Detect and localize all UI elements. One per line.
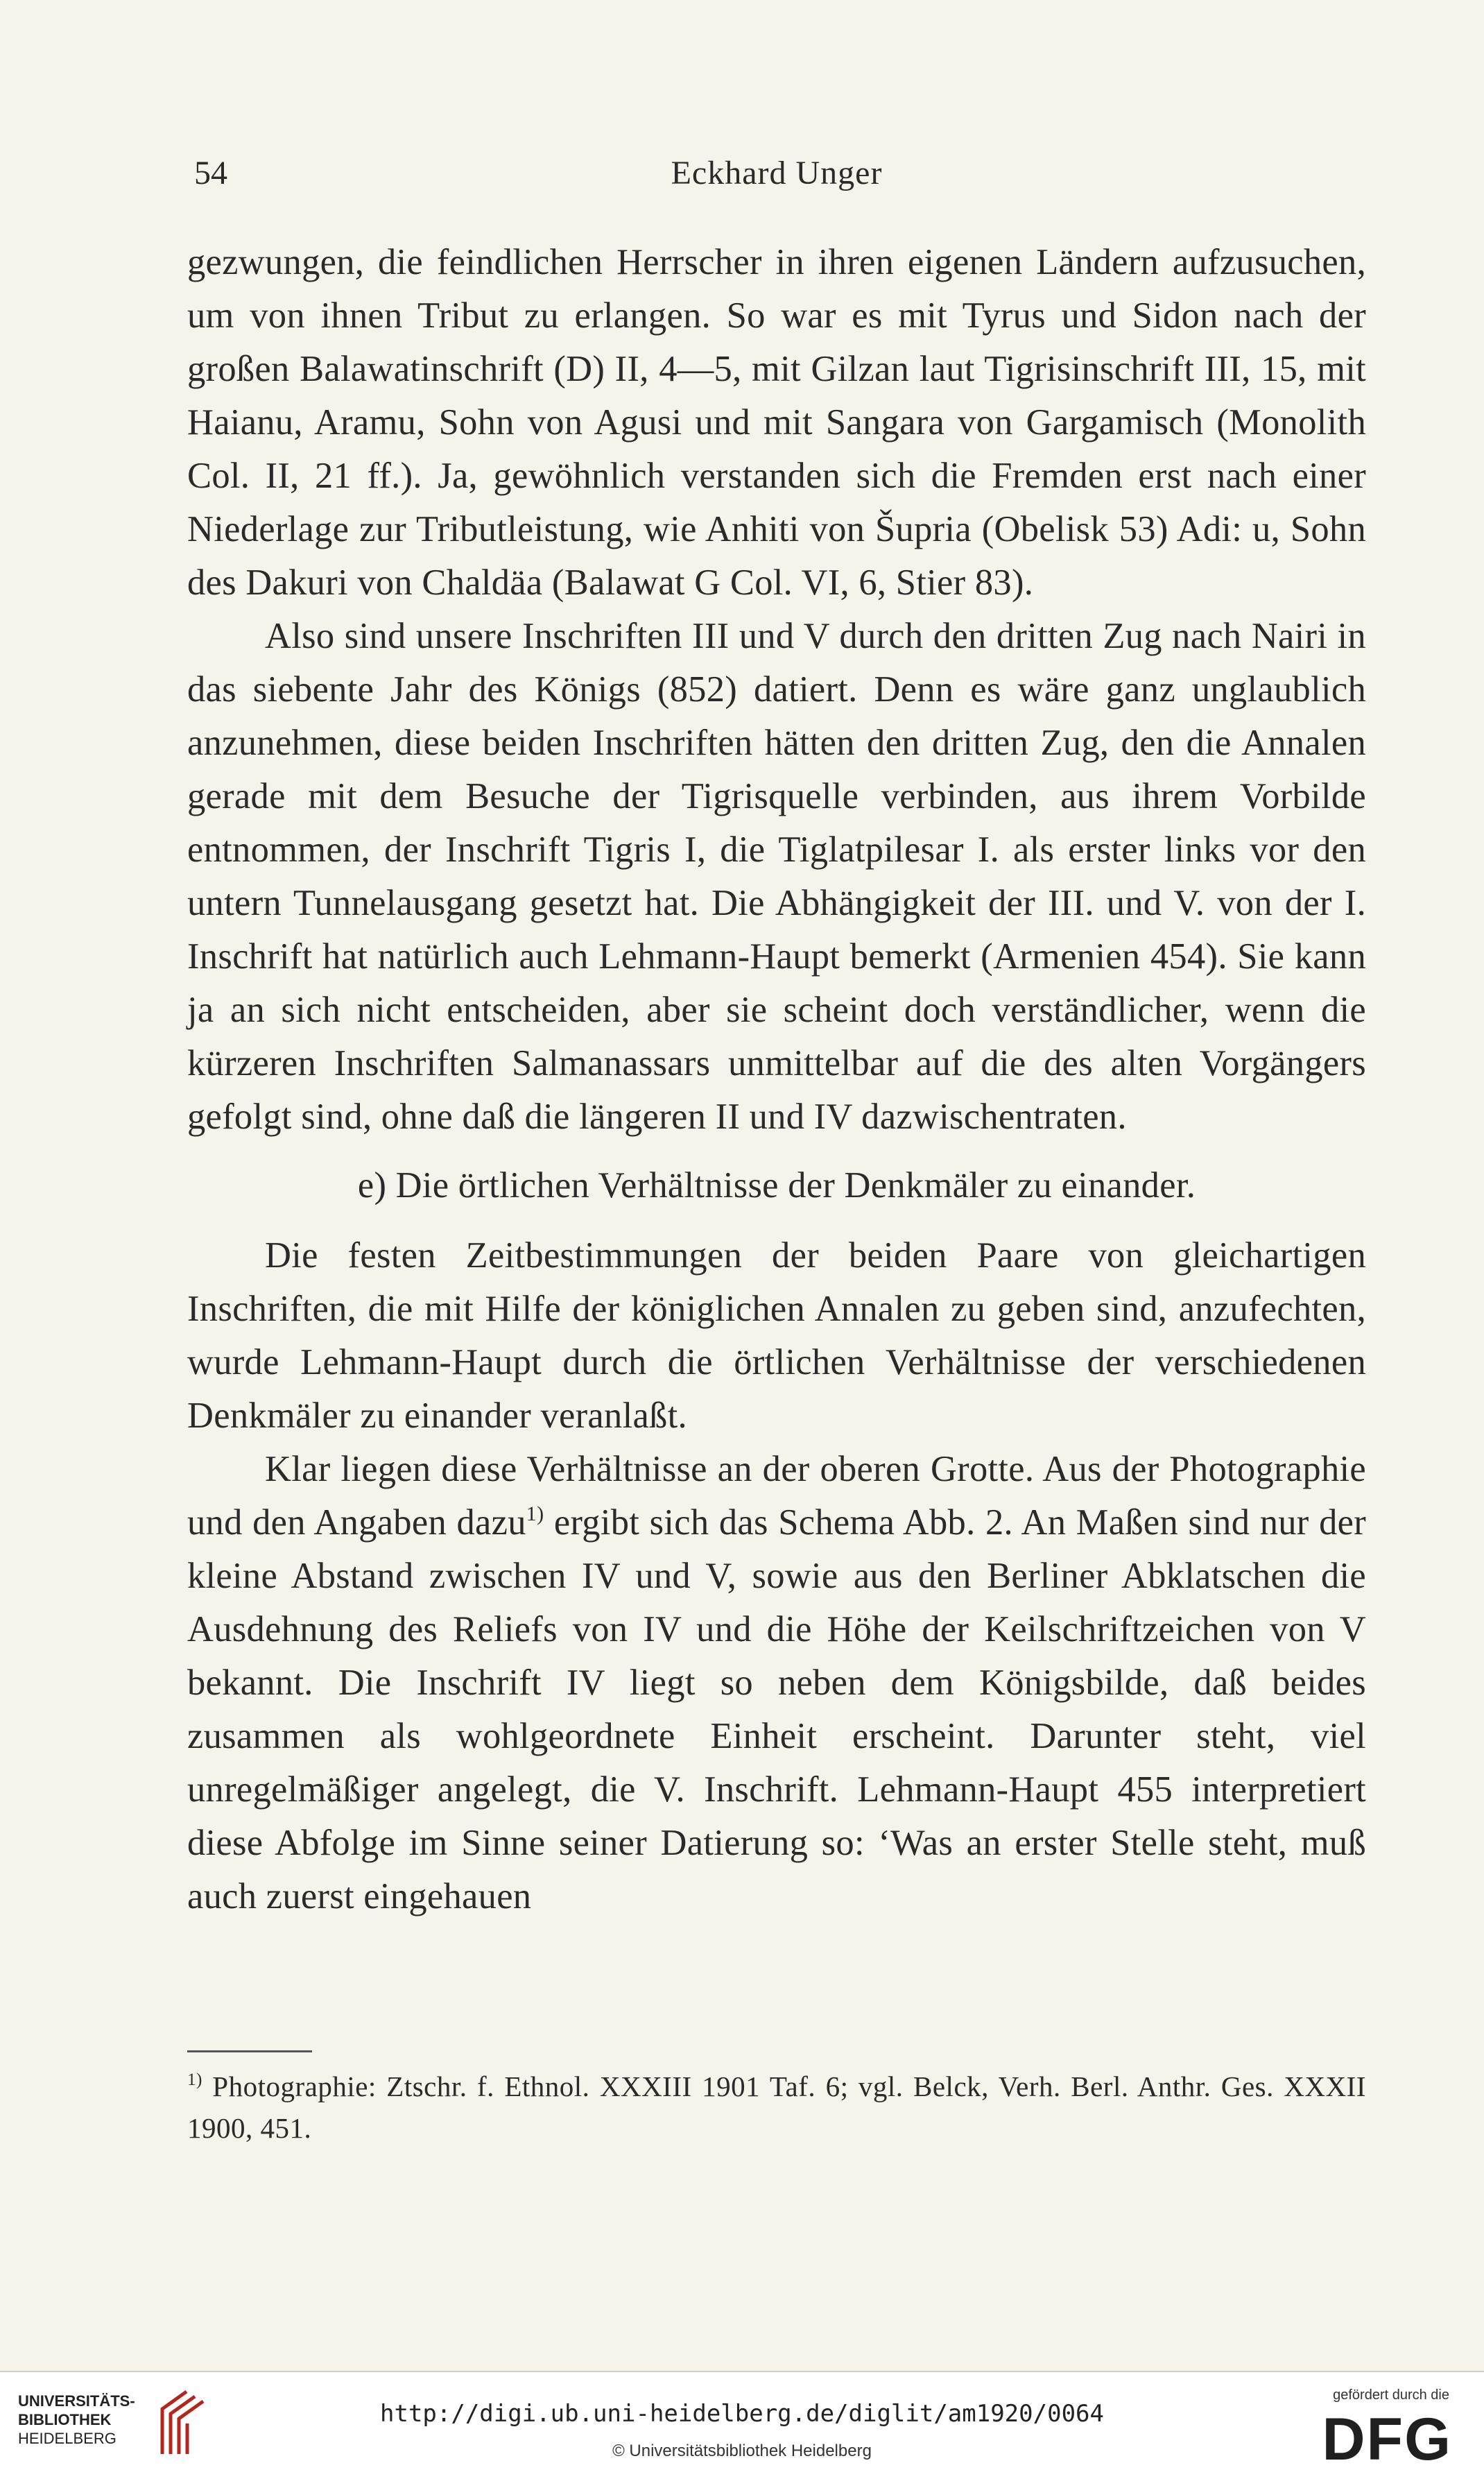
dfg-logo: DFG bbox=[1322, 2406, 1452, 2473]
running-title: Eckhard Unger bbox=[671, 155, 883, 191]
library-name-line-2: BIBLIOTHEK bbox=[18, 2411, 112, 2428]
copyright-notice: © Universitätsbibliothek Heidelberg bbox=[612, 2442, 872, 2460]
page-number: 54 bbox=[194, 155, 227, 191]
body-text bbox=[187, 236, 1366, 1923]
footnote-text: Photographie: Ztschr. f. Ethnol. XXXIII 1901 Taf. 6; vgl. Belck, Verh. Berl. Anthr. Ges. XXXII 1900, 451. bbox=[187, 2070, 1366, 2144]
footnote-reference: 1) bbox=[526, 1502, 544, 1525]
footnote-divider bbox=[187, 2050, 312, 2052]
library-name-line-1: UNIVERSITÄTS- bbox=[18, 2392, 135, 2410]
dfg-funding-note: gefördert durch die bbox=[1333, 2387, 1449, 2403]
paragraph-4 bbox=[187, 1443, 1366, 1923]
paragraph-1: gezwungen, die feindlichen Herrscher in ihren eigenen Ländern aufzusuchen, um von ihnen Tribut zu erlangen. So war es mit Tyrus und Sidon nach der großen Balawatinschrift (D) II, 4—5, mit Gilzan laut Tigrisinschrift III, 15, mit Haianu, Aramu, Sohn von Agusi und mit Sangara von Gargamisch (Monolith Col. II, 21 ff.). Ja, gewöhnlich verstanden sich die Fremden erst nach einer Niederlage zur Tributleistung, wie Anhiti von Šupria (Obelisk 53) Adi: u, Sohn des Dakuri von Chaldäa (Balawat G Col. VI, 6, Stier 83). bbox=[187, 242, 1366, 603]
footnote-mark: 1) bbox=[187, 2070, 202, 2089]
library-name-line-3: HEIDELBERG bbox=[18, 2430, 117, 2447]
footnote bbox=[187, 2066, 1366, 2149]
paragraph-2: Also sind unsere Inschriften III und V durch den dritten Zug nach Nairi in das siebente Jahr des Königs (852) datiert. Denn es wäre ganz unglaublich anzunehmen, diese beiden Inschriften hätten den dritten Zug, den die Annalen gerade mit dem Besuche der Tigrisquelle verbinden, aus ihrem Vorbilde entnommen, der Inschrift Tigris I, die Tiglatpilesar I. als erster links vor den untern Tunnelausgang gesetzt hat. Die Abhängigkeit der III. und V. von der I. Inschrift hat natürlich auch Lehmann-Haupt bemerkt (Armenien 454). Sie kann ja an sich nicht entscheiden, aber sie scheint doch verständlicher, wenn die kürzeren Inschriften Salmanassars unmittelbar auf die des alten Vorgängers gefolgt sind, ohne daß die längeren II und IV dazwischentraten. bbox=[187, 616, 1366, 1137]
section-heading: e) Die örtlichen Verhältnisse der Denkmäler zu einander. bbox=[357, 1165, 1196, 1206]
page-header bbox=[187, 154, 1366, 203]
paragraph-4-part-2: ergibt sich das Schema Abb. 2. An Maßen sind nur der kleine Abstand zwischen IV und V, sowie aus den Berliner Abklatschen die Ausdehnung des Reliefs von IV und die Höhe der Keilschriftzeichen von V bekannt. Die Inschrift IV liegt so neben dem Königsbilde, daß beides zusammen als wohlgeordnete Einheit erscheint. Darunter steht, viel unregelmäßiger angelegt, die V. Inschrift. Lehmann-Haupt 455 interpretiert diese Abfolge im Sinne seiner Datierung so: ‘Was an erster Stelle steht, muß auch zuerst eingehauen bbox=[187, 1502, 1366, 1916]
paragraph-3: Die festen Zeitbestimmungen der beiden Paare von gleichartigen Inschriften, die mit Hilfe der königlichen Annalen zu geben sind, anzufechten, wurde Lehmann-Haupt durch die örtlichen Verhältnisse der verschiedenen Denkmäler zu einander veranlaßt. bbox=[187, 1235, 1366, 1436]
library-footer bbox=[0, 2371, 1484, 2488]
permalink-url[interactable]: http://digi.ub.uni-heidelberg.de/diglit/am1920/0064 bbox=[380, 2400, 1104, 2428]
paragraph-4-part-1: Klar liegen diese Verhältnisse an der oberen Grotte. Aus der Photographie und den Angaben dazu bbox=[187, 1449, 1366, 1543]
